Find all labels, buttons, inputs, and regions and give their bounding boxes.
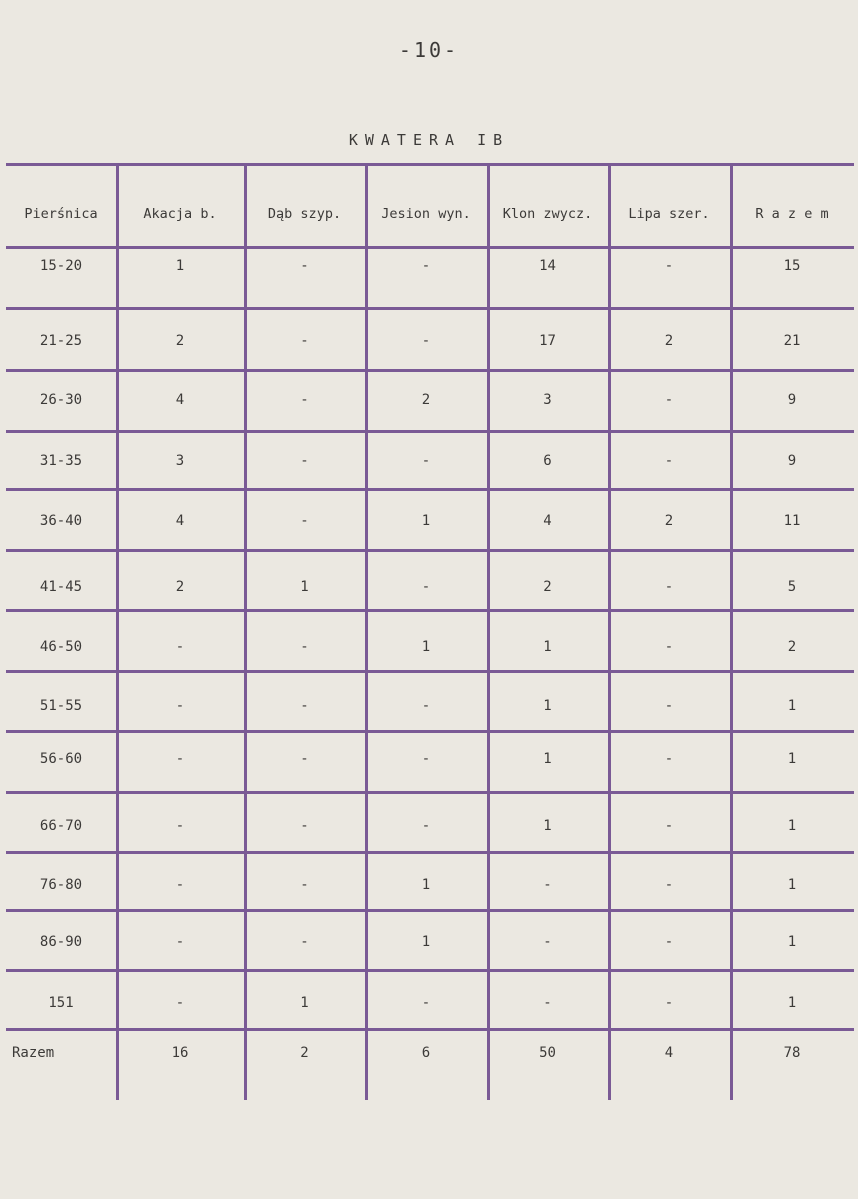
count-cell: 2 xyxy=(421,392,431,408)
diameter-class-cell: 31-35 xyxy=(39,453,83,469)
count-cell: 1 xyxy=(421,639,431,655)
diameter-class-cell: 15-20 xyxy=(39,258,83,274)
count-cell: - xyxy=(664,579,674,595)
total-cell: 50 xyxy=(539,1045,556,1061)
count-cell: - xyxy=(543,934,552,950)
count-cell: - xyxy=(664,453,674,469)
count-cell: 1 xyxy=(787,934,797,950)
row-divider xyxy=(6,909,854,912)
row-divider xyxy=(6,670,854,673)
column-divider xyxy=(365,163,368,1100)
count-cell: - xyxy=(421,258,431,274)
count-cell: 3 xyxy=(543,392,552,408)
count-cell: - xyxy=(175,934,185,950)
row-divider xyxy=(6,246,854,249)
count-cell: - xyxy=(300,818,309,834)
count-cell: - xyxy=(300,934,309,950)
row-divider xyxy=(6,549,854,552)
count-cell: 6 xyxy=(543,453,552,469)
count-cell: 1 xyxy=(421,513,431,529)
column-divider xyxy=(608,163,611,1100)
diameter-class-cell: 51-55 xyxy=(39,698,83,714)
totals-label: Razem xyxy=(12,1045,55,1061)
column-header: Pierśnica xyxy=(24,206,98,222)
count-cell: 21 xyxy=(783,333,801,349)
count-cell: - xyxy=(175,751,185,767)
count-cell: 2 xyxy=(787,639,797,655)
count-cell: 9 xyxy=(787,392,797,408)
count-cell: 1 xyxy=(421,934,431,950)
count-cell: 1 xyxy=(543,818,552,834)
count-cell: - xyxy=(664,698,674,714)
row-divider xyxy=(6,851,854,854)
column-header: Lipa szer. xyxy=(628,206,710,222)
count-cell: 1 xyxy=(421,877,431,893)
count-cell: - xyxy=(300,453,309,469)
diameter-class-cell: 86-90 xyxy=(39,934,83,950)
count-cell: 1 xyxy=(300,995,309,1011)
count-cell: - xyxy=(664,751,674,767)
count-cell: 5 xyxy=(787,579,797,595)
count-cell: - xyxy=(421,698,431,714)
count-cell: 3 xyxy=(175,453,185,469)
count-cell: - xyxy=(300,698,309,714)
row-divider xyxy=(6,163,854,166)
column-header: R a z e m xyxy=(755,206,829,222)
count-cell: 1 xyxy=(175,258,185,274)
count-cell: - xyxy=(300,333,309,349)
count-cell: - xyxy=(421,818,431,834)
total-cell: 16 xyxy=(171,1045,189,1061)
count-cell: - xyxy=(300,877,309,893)
count-cell: - xyxy=(664,639,674,655)
diameter-class-cell: 21-25 xyxy=(39,333,83,349)
count-cell: - xyxy=(300,751,309,767)
count-cell: - xyxy=(300,258,309,274)
column-divider xyxy=(487,163,490,1100)
diameter-class-cell: 66-70 xyxy=(39,818,83,834)
row-divider xyxy=(6,969,854,972)
count-cell: 1 xyxy=(787,818,797,834)
diameter-class-cell: 36-40 xyxy=(39,513,83,529)
diameter-class-cell: 151 xyxy=(48,995,74,1011)
count-cell: - xyxy=(300,392,309,408)
count-cell: - xyxy=(175,877,185,893)
count-cell: 2 xyxy=(664,513,674,529)
count-cell: 1 xyxy=(543,751,552,767)
count-cell: - xyxy=(421,751,431,767)
row-divider xyxy=(6,307,854,310)
total-cell: 4 xyxy=(664,1045,674,1061)
count-cell: - xyxy=(300,639,309,655)
row-divider xyxy=(6,369,854,372)
count-cell: - xyxy=(664,392,674,408)
count-cell: 1 xyxy=(543,698,552,714)
total-cell: 6 xyxy=(421,1045,431,1061)
count-cell: - xyxy=(664,877,674,893)
count-cell: - xyxy=(421,333,431,349)
count-cell: - xyxy=(421,579,431,595)
count-cell: 1 xyxy=(787,995,797,1011)
count-cell: - xyxy=(543,995,552,1011)
count-cell: - xyxy=(175,995,185,1011)
count-cell: - xyxy=(421,453,431,469)
count-cell: 1 xyxy=(787,877,797,893)
count-cell: 9 xyxy=(787,453,797,469)
count-cell: - xyxy=(664,934,674,950)
column-divider xyxy=(730,163,733,1100)
count-cell: 4 xyxy=(543,513,552,529)
count-cell: - xyxy=(175,639,185,655)
row-divider xyxy=(6,609,854,612)
row-divider xyxy=(6,730,854,733)
count-cell: 1 xyxy=(787,698,797,714)
total-cell: 2 xyxy=(300,1045,309,1061)
count-cell: - xyxy=(421,995,431,1011)
diameter-class-cell: 46-50 xyxy=(39,639,83,655)
count-cell: - xyxy=(300,513,309,529)
count-cell: 11 xyxy=(783,513,801,529)
count-cell: 2 xyxy=(664,333,674,349)
table-title: KWATERA IB xyxy=(348,131,510,149)
diameter-class-cell: 76-80 xyxy=(39,877,83,893)
count-cell: - xyxy=(664,818,674,834)
count-cell: - xyxy=(664,995,674,1011)
row-divider xyxy=(6,791,854,794)
diameter-class-cell: 41-45 xyxy=(39,579,83,595)
count-cell: 17 xyxy=(539,333,556,349)
count-cell: 1 xyxy=(543,639,552,655)
row-divider xyxy=(6,488,854,491)
column-header: Dąb szyp. xyxy=(267,206,342,222)
count-cell: 1 xyxy=(300,579,309,595)
column-header: Klon zwycz. xyxy=(502,206,593,222)
count-cell: 2 xyxy=(175,579,185,595)
count-cell: 4 xyxy=(175,513,185,529)
count-cell: 4 xyxy=(175,392,185,408)
row-divider xyxy=(6,430,854,433)
row-divider xyxy=(6,1028,854,1031)
column-divider xyxy=(244,163,247,1100)
count-cell: 2 xyxy=(175,333,185,349)
page-number: -10- xyxy=(398,38,460,62)
diameter-class-cell: 26-30 xyxy=(39,392,83,408)
column-header: Jesion wyn. xyxy=(381,206,471,222)
count-cell: - xyxy=(175,698,185,714)
count-cell: - xyxy=(175,818,185,834)
count-cell: 1 xyxy=(787,751,797,767)
column-header: Akacja b. xyxy=(143,206,217,222)
count-cell: - xyxy=(664,258,674,274)
total-cell: 78 xyxy=(783,1045,801,1061)
count-cell: 15 xyxy=(783,258,801,274)
diameter-class-cell: 56-60 xyxy=(39,751,83,767)
column-divider xyxy=(116,163,119,1100)
count-cell: - xyxy=(543,877,552,893)
count-cell: 2 xyxy=(543,579,552,595)
count-cell: 14 xyxy=(539,258,556,274)
